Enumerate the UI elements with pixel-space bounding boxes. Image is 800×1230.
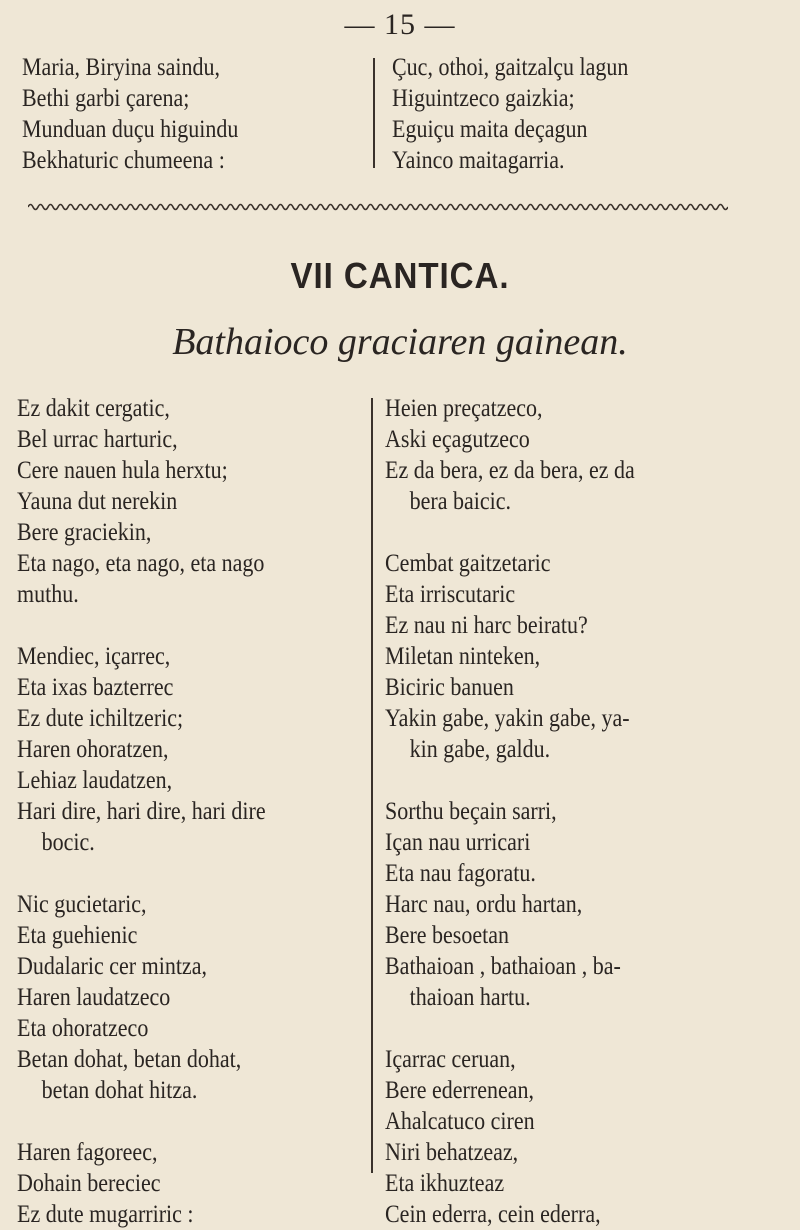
top-verse-right — [392, 52, 628, 176]
verse-line: Cembat gaitzetaric — [385, 550, 551, 577]
verse-line: Biciric banuen — [385, 674, 514, 701]
verse-line: Lehiaz laudatzen, — [17, 767, 173, 794]
verse-line: Eta ohoratzeco — [17, 1015, 149, 1042]
verse-line: Bere ederrenean, — [385, 1077, 535, 1104]
verse-line: Içan nau urricari — [385, 829, 531, 856]
verse-line: Miletan ninteken, — [385, 643, 541, 670]
wavy-rule — [28, 200, 728, 214]
verse-line: bera baicic. — [409, 488, 512, 515]
verse-line: Yainco maitagarria. — [392, 147, 565, 174]
right-column — [385, 393, 635, 1230]
verse-line: Higuintzeco gaizkia; — [392, 85, 575, 112]
verse-line: Bel urrac harturic, — [17, 426, 178, 453]
verse-line: Ez dute ichiltzeric; — [17, 705, 184, 732]
verse-line: Eta ikhuzteaz — [385, 1170, 505, 1197]
stanza-gap — [17, 858, 266, 889]
stanza-gap — [385, 1013, 635, 1044]
verse-line: Eguiçu maita deçagun — [392, 116, 588, 143]
verse-line: Bere graciekin, — [17, 519, 152, 546]
verse-line: Aski eçagutzeco — [385, 426, 530, 453]
verse-line: Betan dohat, betan dohat, — [17, 1046, 242, 1073]
verse-line: Çuc, othoi, gaitzalçu lagun — [392, 54, 629, 81]
verse-line: Nic gucietaric, — [17, 891, 147, 918]
verse-line: Sorthu beçain sarri, — [385, 798, 557, 825]
page-subtitle: Bathaioco graciaren gainean. — [172, 321, 628, 363]
verse-line: Içarrac ceruan, — [385, 1046, 516, 1073]
verse-line: Heien preçatzeco, — [385, 395, 543, 422]
verse-line: Eta nago, eta nago, eta nago — [17, 550, 265, 577]
verse-line: bocic. — [41, 829, 95, 856]
verse-line: Bere besoetan — [385, 922, 509, 949]
column-divider — [371, 398, 373, 1173]
verse-line: Haren fagoreec, — [17, 1139, 158, 1166]
stanza-gap — [17, 610, 266, 641]
verse-line: Mendiec, içarrec, — [17, 643, 171, 670]
verse-line: Eta nau fagoratu. — [385, 860, 536, 887]
verse-line: Ez da bera, ez da bera, ez da — [385, 457, 635, 484]
verse-line: thaioan hartu. — [409, 984, 531, 1011]
verse-line: Ahalcatuco ciren — [385, 1108, 535, 1135]
verse-line: Eta guehienic — [17, 922, 138, 949]
verse-line: Ez nau ni harc beiratu? — [385, 612, 588, 639]
verse-line: betan dohat hitza. — [41, 1077, 198, 1104]
verse-line: Harc nau, ordu hartan, — [385, 891, 583, 918]
page-number: — 15 — — [344, 8, 456, 41]
verse-line: Cein ederra, cein ederra, — [385, 1201, 601, 1228]
verse-line: Bekhaturic chumeena : — [22, 147, 225, 174]
verse-line: Munduan duçu higuindu — [22, 116, 239, 143]
verse-line: Haren laudatzeco — [17, 984, 171, 1011]
verse-line: Maria, Biryina saindu, — [22, 54, 220, 81]
verse-line: kin gabe, galdu. — [409, 736, 551, 763]
verse-line: Haren ohoratzen, — [17, 736, 169, 763]
stanza-gap — [385, 517, 635, 548]
verse-line: Cere nauen hula herxtu; — [17, 457, 228, 484]
verse-line: Bethi garbi çarena; — [22, 85, 190, 112]
verse-line: muthu. — [17, 581, 79, 608]
verse-line: Bathaioan , bathaioan , ba- — [385, 953, 621, 980]
column-divider — [373, 58, 375, 168]
verse-line: Ez dute mugarriric : — [17, 1201, 194, 1228]
verse-line: Eta ixas bazterrec — [17, 674, 174, 701]
page-title: VII CANTICA. — [290, 255, 510, 296]
verse-line: Yauna dut nerekin — [17, 488, 178, 515]
verse-line: Dohain bereciec — [17, 1170, 161, 1197]
left-column — [17, 393, 266, 1230]
stanza-gap — [385, 765, 635, 796]
verse-line: Yakin gabe, yakin gabe, ya- — [385, 705, 630, 732]
verse-line: Eta irriscutaric — [385, 581, 516, 608]
verse-line: Dudalaric cer mintza, — [17, 953, 207, 980]
top-verse-left — [22, 52, 238, 176]
stanza-gap — [17, 1106, 266, 1137]
verse-line: Niri behatzeaz, — [385, 1139, 519, 1166]
verse-line: Hari dire, hari dire, hari dire — [17, 798, 266, 825]
verse-line: Ez dakit cergatic, — [17, 395, 170, 422]
